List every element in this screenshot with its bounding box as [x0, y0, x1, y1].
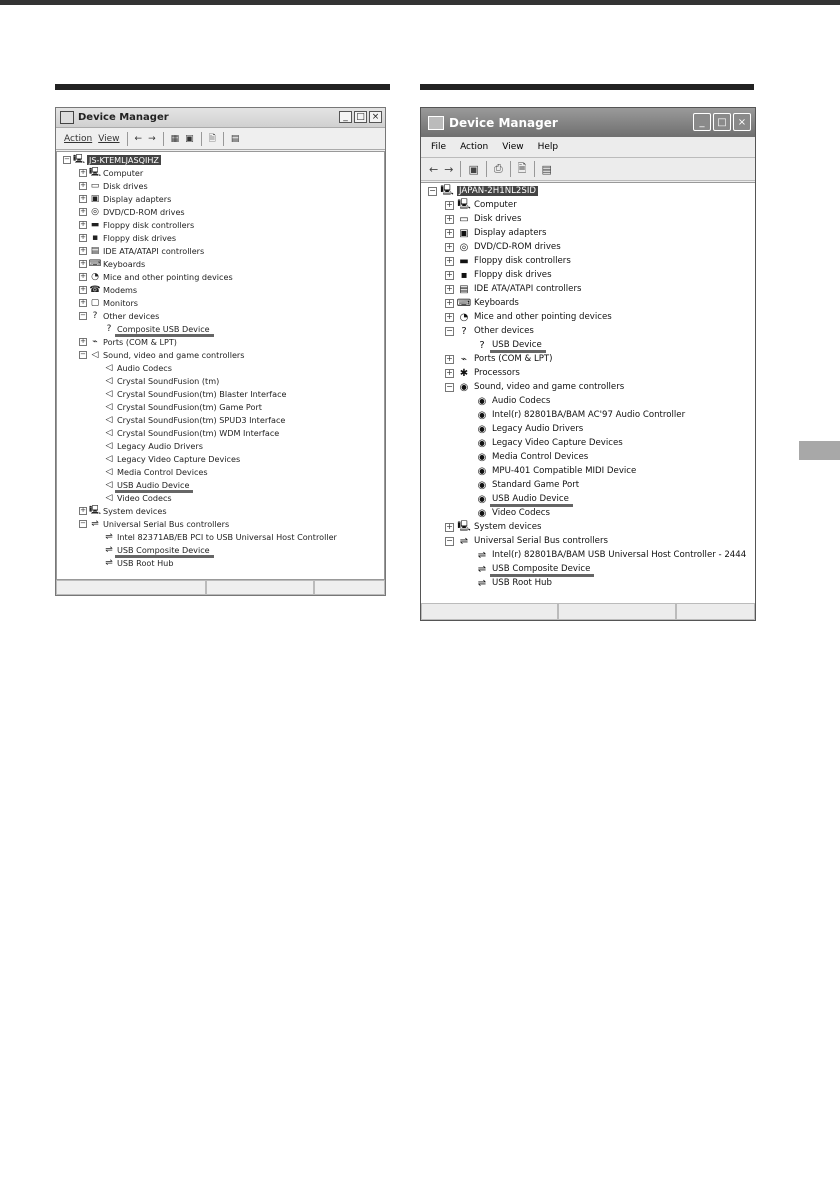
tree-device[interactable] — [57, 413, 384, 426]
tree-item-label: Floppy disk controllers — [103, 219, 195, 230]
tree-device[interactable] — [421, 338, 755, 352]
tree-item-label: USB Audio Device — [117, 480, 189, 490]
collapse-icon[interactable]: − — [80, 350, 86, 358]
tree-item-label: Crystal SoundFusion (tm) — [117, 375, 220, 386]
unknown-device-icon: ? — [461, 325, 467, 337]
expand-icon[interactable]: + — [446, 270, 453, 279]
toolbar — [421, 157, 755, 181]
tree-root[interactable] — [421, 184, 755, 198]
expand-icon[interactable]: + — [80, 298, 86, 306]
tree-category[interactable] — [57, 257, 384, 270]
status-bar — [56, 580, 385, 595]
unknown-device-icon: ? — [92, 310, 98, 321]
tree-item-label: Media Control Devices — [117, 466, 208, 477]
tree-category[interactable] — [57, 244, 384, 257]
tree-category[interactable] — [421, 352, 755, 366]
menu-help[interactable]: Help — [537, 142, 559, 152]
window-controls — [339, 111, 382, 123]
tree-item-label: Computer — [103, 167, 144, 178]
tree-category[interactable] — [57, 218, 384, 231]
tree-device[interactable] — [421, 436, 755, 450]
tree-category[interactable] — [421, 268, 755, 282]
tree-category[interactable] — [421, 310, 755, 324]
back-arrow-icon[interactable]: ← — [429, 162, 439, 176]
tree-device[interactable] — [421, 492, 755, 506]
speaker-icon: ◁ — [91, 349, 99, 360]
mouse-icon: ◔ — [91, 271, 99, 282]
tree-item-label: Legacy Video Capture Devices — [117, 453, 241, 464]
speaker-icon: ◁ — [105, 453, 113, 464]
keyboard-icon: ⌨ — [88, 258, 102, 269]
status-pane — [676, 603, 755, 620]
status-pane — [558, 603, 676, 620]
tree-item-label: Floppy disk drives — [474, 270, 552, 280]
tree-item-label: Standard Game Port — [492, 480, 580, 490]
expand-icon[interactable]: + — [446, 354, 453, 363]
expand-icon[interactable]: + — [80, 506, 86, 514]
tree-item-label: USB Root Hub — [492, 578, 552, 588]
collapse-icon[interactable]: − — [446, 536, 453, 545]
expand-icon[interactable]: + — [446, 312, 453, 321]
tree-item-label: Media Control Devices — [492, 452, 589, 462]
expand-icon[interactable]: + — [80, 337, 86, 345]
tree-device[interactable] — [57, 426, 384, 439]
tree-item-label: Crystal SoundFusion(tm) Blaster Interface — [117, 388, 287, 399]
speaker-icon: ◁ — [105, 375, 113, 386]
tree-device[interactable] — [57, 361, 384, 374]
device-manager-icon — [60, 111, 74, 124]
expand-icon[interactable]: + — [446, 214, 453, 223]
device-manager-window-w2k — [55, 107, 386, 596]
expand-icon[interactable]: + — [446, 298, 453, 307]
tree-device[interactable] — [57, 491, 384, 504]
tree-item-label: Modems — [103, 284, 138, 295]
toolbar-separator — [460, 161, 461, 177]
action-menu[interactable]: Action — [64, 133, 93, 144]
floppy-drive-icon: ▪ — [91, 232, 99, 243]
tree-item-label: Composite USB Device — [117, 324, 210, 334]
expand-icon[interactable]: + — [446, 200, 453, 209]
tree-device[interactable] — [421, 576, 755, 590]
tree-device[interactable] — [57, 400, 384, 413]
ide-controller-icon: ▤ — [459, 283, 469, 295]
tree-item-label: IDE ATA/ATAPI controllers — [474, 284, 582, 294]
speaker-icon: ◁ — [105, 479, 113, 490]
tree-item-label: Legacy Audio Drivers — [492, 424, 584, 434]
cdrom-icon: ◎ — [91, 206, 99, 217]
floppy-drive-icon: ▪ — [460, 269, 468, 281]
tree-item-label: Other devices — [474, 326, 534, 336]
computer-icon: 🖳 — [440, 184, 454, 196]
tree-device[interactable] — [57, 452, 384, 465]
expand-icon[interactable]: + — [446, 522, 453, 531]
scan-hardware-icon[interactable]: ▤ — [541, 162, 552, 176]
status-pane — [206, 580, 314, 595]
close-button[interactable]: × — [369, 111, 382, 123]
collapse-icon[interactable]: − — [446, 382, 453, 391]
display-adapter-icon: ▣ — [90, 193, 100, 204]
tree-device[interactable] — [57, 530, 384, 543]
tree-item-label: Sound, video and game controllers — [474, 382, 625, 392]
tree-item-label: Universal Serial Bus controllers — [474, 536, 608, 546]
collapse-icon[interactable]: − — [429, 186, 436, 195]
tree-item-label: Crystal SoundFusion(tm) SPUD3 Interface — [117, 414, 286, 425]
expand-icon[interactable]: + — [446, 242, 453, 251]
console-tree-icon[interactable]: ▣ — [185, 133, 194, 144]
sound-icon: ◉ — [477, 395, 487, 407]
tree-device[interactable] — [57, 374, 384, 387]
tree-item-label: Keyboards — [474, 298, 519, 308]
tree-item-label: USB Root Hub — [117, 557, 174, 568]
tree-device[interactable] — [421, 506, 755, 520]
usb-icon: ⇌ — [459, 535, 469, 547]
expand-icon[interactable]: + — [80, 285, 86, 293]
expand-icon[interactable]: + — [446, 368, 453, 377]
tree-item-label: USB Device — [492, 340, 542, 350]
floppy-controller-icon: ▬ — [90, 219, 100, 230]
expand-icon[interactable]: + — [446, 256, 453, 265]
status-pane — [314, 580, 385, 595]
properties-icon[interactable]: 🗎 — [208, 133, 216, 144]
sound-icon: ◉ — [477, 409, 487, 421]
tree-category[interactable] — [421, 520, 755, 534]
tree-item-label: Video Codecs — [492, 508, 551, 518]
usb-icon: ⇌ — [477, 549, 487, 561]
tree-item-label: IDE ATA/ATAPI controllers — [103, 245, 205, 256]
speaker-icon: ◁ — [105, 414, 113, 425]
expand-icon[interactable]: + — [80, 181, 86, 189]
tree-item-label: Intel(r) 82801BA/BAM AC'97 Audio Controller — [492, 410, 686, 420]
modem-icon: ☎ — [89, 284, 101, 295]
port-icon: ⌁ — [460, 353, 468, 365]
usb-icon: ⇌ — [477, 563, 487, 575]
expand-icon[interactable]: + — [80, 259, 86, 267]
device-manager-window-xp — [420, 107, 756, 621]
close-button[interactable]: × — [733, 113, 751, 131]
unknown-device-icon: ? — [479, 339, 485, 351]
tree-item-label: Audio Codecs — [492, 396, 551, 406]
forward-arrow-icon[interactable]: → — [148, 133, 156, 144]
collapse-icon[interactable]: − — [446, 326, 453, 335]
disk-drive-icon: ▭ — [90, 180, 100, 191]
sound-icon: ◉ — [477, 493, 487, 505]
processor-icon: ✱ — [459, 367, 469, 379]
toolbar-separator — [223, 132, 224, 146]
expand-icon[interactable]: + — [80, 220, 86, 228]
usb-icon: ⇌ — [105, 557, 113, 568]
window-controls — [693, 113, 751, 131]
tree-category[interactable] — [57, 335, 384, 348]
usb-icon: ⇌ — [91, 518, 99, 529]
tree-category[interactable] — [421, 324, 755, 338]
toolbar-separator — [510, 161, 511, 177]
usb-icon: ⇌ — [105, 544, 113, 555]
tree-category[interactable] — [57, 504, 384, 517]
sound-icon: ◉ — [477, 479, 487, 491]
tree-item-label: Ports (COM & LPT) — [103, 336, 177, 347]
tree-item-label: Keyboards — [103, 258, 146, 269]
expand-icon[interactable]: + — [446, 284, 453, 293]
menu-action[interactable]: Action — [460, 142, 489, 152]
minimize-button[interactable]: _ — [339, 111, 352, 123]
tree-item-label: Legacy Audio Drivers — [117, 440, 203, 451]
tree-root[interactable] — [57, 153, 384, 166]
usb-icon: ⇌ — [477, 577, 487, 589]
computer-name: JS-KTEMLJASQIHZ — [89, 154, 159, 165]
tree-item-label: Intel 82371AB/EB PCI to USB Universal Host Controller — [117, 531, 337, 542]
tree-category[interactable] — [421, 380, 755, 394]
tree-category[interactable] — [421, 534, 755, 548]
status-bar — [421, 603, 755, 620]
tree-item-label: MPU-401 Compatible MIDI Device — [492, 466, 637, 476]
cdrom-icon: ◎ — [459, 241, 469, 253]
tree-category[interactable] — [421, 254, 755, 268]
tree-item-label: Display adapters — [474, 228, 547, 238]
print-icon[interactable]: ⎙ — [493, 162, 503, 175]
menu-view[interactable]: View — [502, 142, 524, 152]
tree-item-label: Floppy disk drives — [103, 232, 177, 243]
expand-icon[interactable]: + — [80, 194, 86, 202]
tree-item-label: Display adapters — [103, 193, 172, 204]
disk-drive-icon: ▭ — [459, 213, 469, 225]
tree-item-label: Intel(r) 82801BA/BAM USB Universal Host Controller - 2444 — [492, 550, 747, 560]
tree-item-label: USB Composite Device — [117, 545, 210, 555]
tree-category[interactable] — [57, 205, 384, 218]
back-arrow-icon[interactable]: ← — [134, 133, 143, 144]
window-title: Device Manager — [449, 115, 558, 130]
tree-item-label: Video Codecs — [117, 492, 172, 503]
computer-icon: 🖳 — [89, 167, 102, 178]
left-section-rule — [55, 84, 390, 90]
page-top-border — [0, 0, 840, 5]
speaker-icon: ◁ — [105, 362, 113, 373]
tree-item-label: DVD/CD-ROM drives — [474, 242, 561, 252]
properties-icon[interactable]: 🗎 — [517, 161, 527, 175]
tree-item-label: Crystal SoundFusion(tm) WDM Interface — [117, 427, 280, 438]
tree-item-label: USB Audio Device — [492, 494, 569, 504]
tree-category[interactable] — [57, 166, 384, 179]
unknown-device-icon: ? — [106, 323, 112, 334]
tree-device[interactable] — [57, 322, 384, 335]
tree-item-label: DVD/CD-ROM drives — [103, 206, 185, 217]
window-title: Device Manager — [78, 112, 169, 123]
tree-item-label: Disk drives — [103, 180, 148, 191]
view-menu[interactable]: View — [98, 133, 120, 144]
tree-device[interactable] — [57, 556, 384, 569]
tree-category[interactable] — [57, 348, 384, 361]
tree-category[interactable] — [57, 296, 384, 309]
tree-category[interactable] — [421, 226, 755, 240]
tree-device[interactable] — [421, 548, 755, 562]
tree-device[interactable] — [57, 465, 384, 478]
tree-device[interactable] — [57, 478, 384, 491]
speaker-icon: ◁ — [105, 492, 113, 503]
tree-item-label: Processors — [474, 368, 520, 378]
device-tree — [421, 182, 755, 603]
show-hide-tree-icon[interactable]: ▦ — [170, 133, 180, 144]
tree-device[interactable] — [421, 394, 755, 408]
right-section-rule — [420, 84, 754, 90]
sound-icon: ◉ — [459, 381, 469, 393]
speaker-icon: ◁ — [105, 427, 113, 438]
collapse-icon[interactable]: − — [64, 155, 70, 163]
toolbar — [56, 128, 385, 150]
tree-category[interactable] — [421, 240, 755, 254]
tree-device[interactable] — [57, 387, 384, 400]
tree-device[interactable] — [421, 562, 755, 576]
tree-item-label: Sound, video and game controllers — [103, 349, 245, 360]
tree-item-label: Disk drives — [474, 214, 522, 224]
tree-category[interactable] — [57, 309, 384, 322]
tree-item-label: Universal Serial Bus controllers — [103, 518, 230, 529]
title-bar[interactable] — [421, 108, 755, 137]
tree-category[interactable] — [421, 296, 755, 310]
expand-icon[interactable]: + — [446, 228, 453, 237]
menu-file[interactable]: File — [431, 142, 447, 152]
sound-icon: ◉ — [477, 437, 487, 449]
mouse-icon: ◔ — [459, 311, 469, 323]
tree-category[interactable] — [421, 366, 755, 380]
minimize-button[interactable]: _ — [693, 113, 711, 131]
tree-category[interactable] — [57, 231, 384, 244]
computer-icon: 🖳 — [457, 198, 471, 210]
tree-device[interactable] — [421, 408, 755, 422]
monitor-icon: ▢ — [90, 297, 100, 308]
speaker-icon: ◁ — [105, 466, 113, 477]
toolbar-separator — [163, 132, 164, 146]
tree-item-label: Mice and other pointing devices — [103, 271, 233, 282]
expand-icon[interactable]: + — [80, 233, 86, 241]
tree-category[interactable] — [421, 198, 755, 212]
tree-category[interactable] — [57, 283, 384, 296]
tree-category[interactable] — [57, 192, 384, 205]
device-tree — [56, 151, 385, 580]
tree-category[interactable] — [421, 212, 755, 226]
speaker-icon: ◁ — [105, 440, 113, 451]
tree-device[interactable] — [57, 439, 384, 452]
keyboard-icon: ⌨ — [456, 297, 472, 309]
tree-item-label: Other devices — [103, 310, 160, 321]
computer-icon: 🖳 — [457, 520, 471, 532]
sound-icon: ◉ — [477, 507, 487, 519]
tree-device[interactable] — [421, 478, 755, 492]
tree-item-label: Legacy Video Capture Devices — [492, 438, 623, 448]
tree-category[interactable] — [57, 270, 384, 283]
tree-item-label: Mice and other pointing devices — [474, 312, 612, 322]
tree-item-label: Crystal SoundFusion(tm) Game Port — [117, 401, 262, 412]
tree-device[interactable] — [421, 450, 755, 464]
usb-icon: ⇌ — [105, 531, 113, 542]
tree-item-label: Floppy disk controllers — [474, 256, 571, 266]
tree-category[interactable] — [421, 282, 755, 296]
expand-icon[interactable]: + — [80, 246, 86, 254]
toolbar-separator — [127, 132, 128, 146]
forward-arrow-icon[interactable]: → — [444, 162, 454, 176]
floppy-controller-icon: ▬ — [459, 255, 469, 267]
tree-device[interactable] — [421, 422, 755, 436]
scan-hardware-icon[interactable]: ▤ — [230, 133, 240, 144]
title-bar[interactable] — [56, 108, 385, 128]
tree-item-label: Ports (COM & LPT) — [474, 354, 553, 364]
tree-item-label: Monitors — [103, 297, 138, 308]
toolbar-separator — [534, 161, 535, 177]
computer-name: JAPAN-2H1NL2SID — [459, 186, 536, 196]
computer-icon: 🖳 — [89, 505, 102, 516]
menu-bar — [421, 137, 755, 157]
page-side-tab — [799, 441, 840, 460]
tree-item-label: Computer — [474, 200, 517, 210]
toolbar-separator — [486, 161, 487, 177]
collapse-icon[interactable]: − — [80, 311, 86, 319]
expand-icon[interactable]: + — [80, 272, 86, 280]
tree-item-label: USB Composite Device — [492, 564, 590, 574]
tree-category[interactable] — [57, 517, 384, 530]
computer-icon: 🖳 — [73, 154, 86, 165]
maximize-button[interactable]: □ — [354, 111, 367, 123]
sound-icon: ◉ — [477, 451, 487, 463]
tree-category[interactable] — [57, 179, 384, 192]
expand-icon[interactable]: + — [80, 207, 86, 215]
speaker-icon: ◁ — [105, 401, 113, 412]
tree-device[interactable] — [421, 464, 755, 478]
status-pane — [56, 580, 206, 595]
toolbar-separator — [201, 132, 202, 146]
ide-controller-icon: ▤ — [90, 245, 100, 256]
tree-item-label: System devices — [103, 505, 167, 516]
maximize-button[interactable]: □ — [713, 113, 731, 131]
tree-device[interactable] — [57, 543, 384, 556]
port-icon: ⌁ — [92, 336, 98, 347]
tree-item-label: System devices — [474, 522, 542, 532]
collapse-icon[interactable]: − — [80, 519, 86, 527]
speaker-icon: ◁ — [105, 388, 113, 399]
expand-icon[interactable]: + — [80, 168, 86, 176]
sound-icon: ◉ — [477, 465, 487, 477]
display-adapter-icon: ▣ — [459, 227, 469, 239]
tree-item-label: Audio Codecs — [117, 362, 172, 373]
device-manager-icon — [428, 116, 444, 130]
show-hide-tree-icon[interactable]: ▣ — [468, 162, 479, 176]
status-pane — [421, 603, 558, 620]
sound-icon: ◉ — [477, 423, 487, 435]
